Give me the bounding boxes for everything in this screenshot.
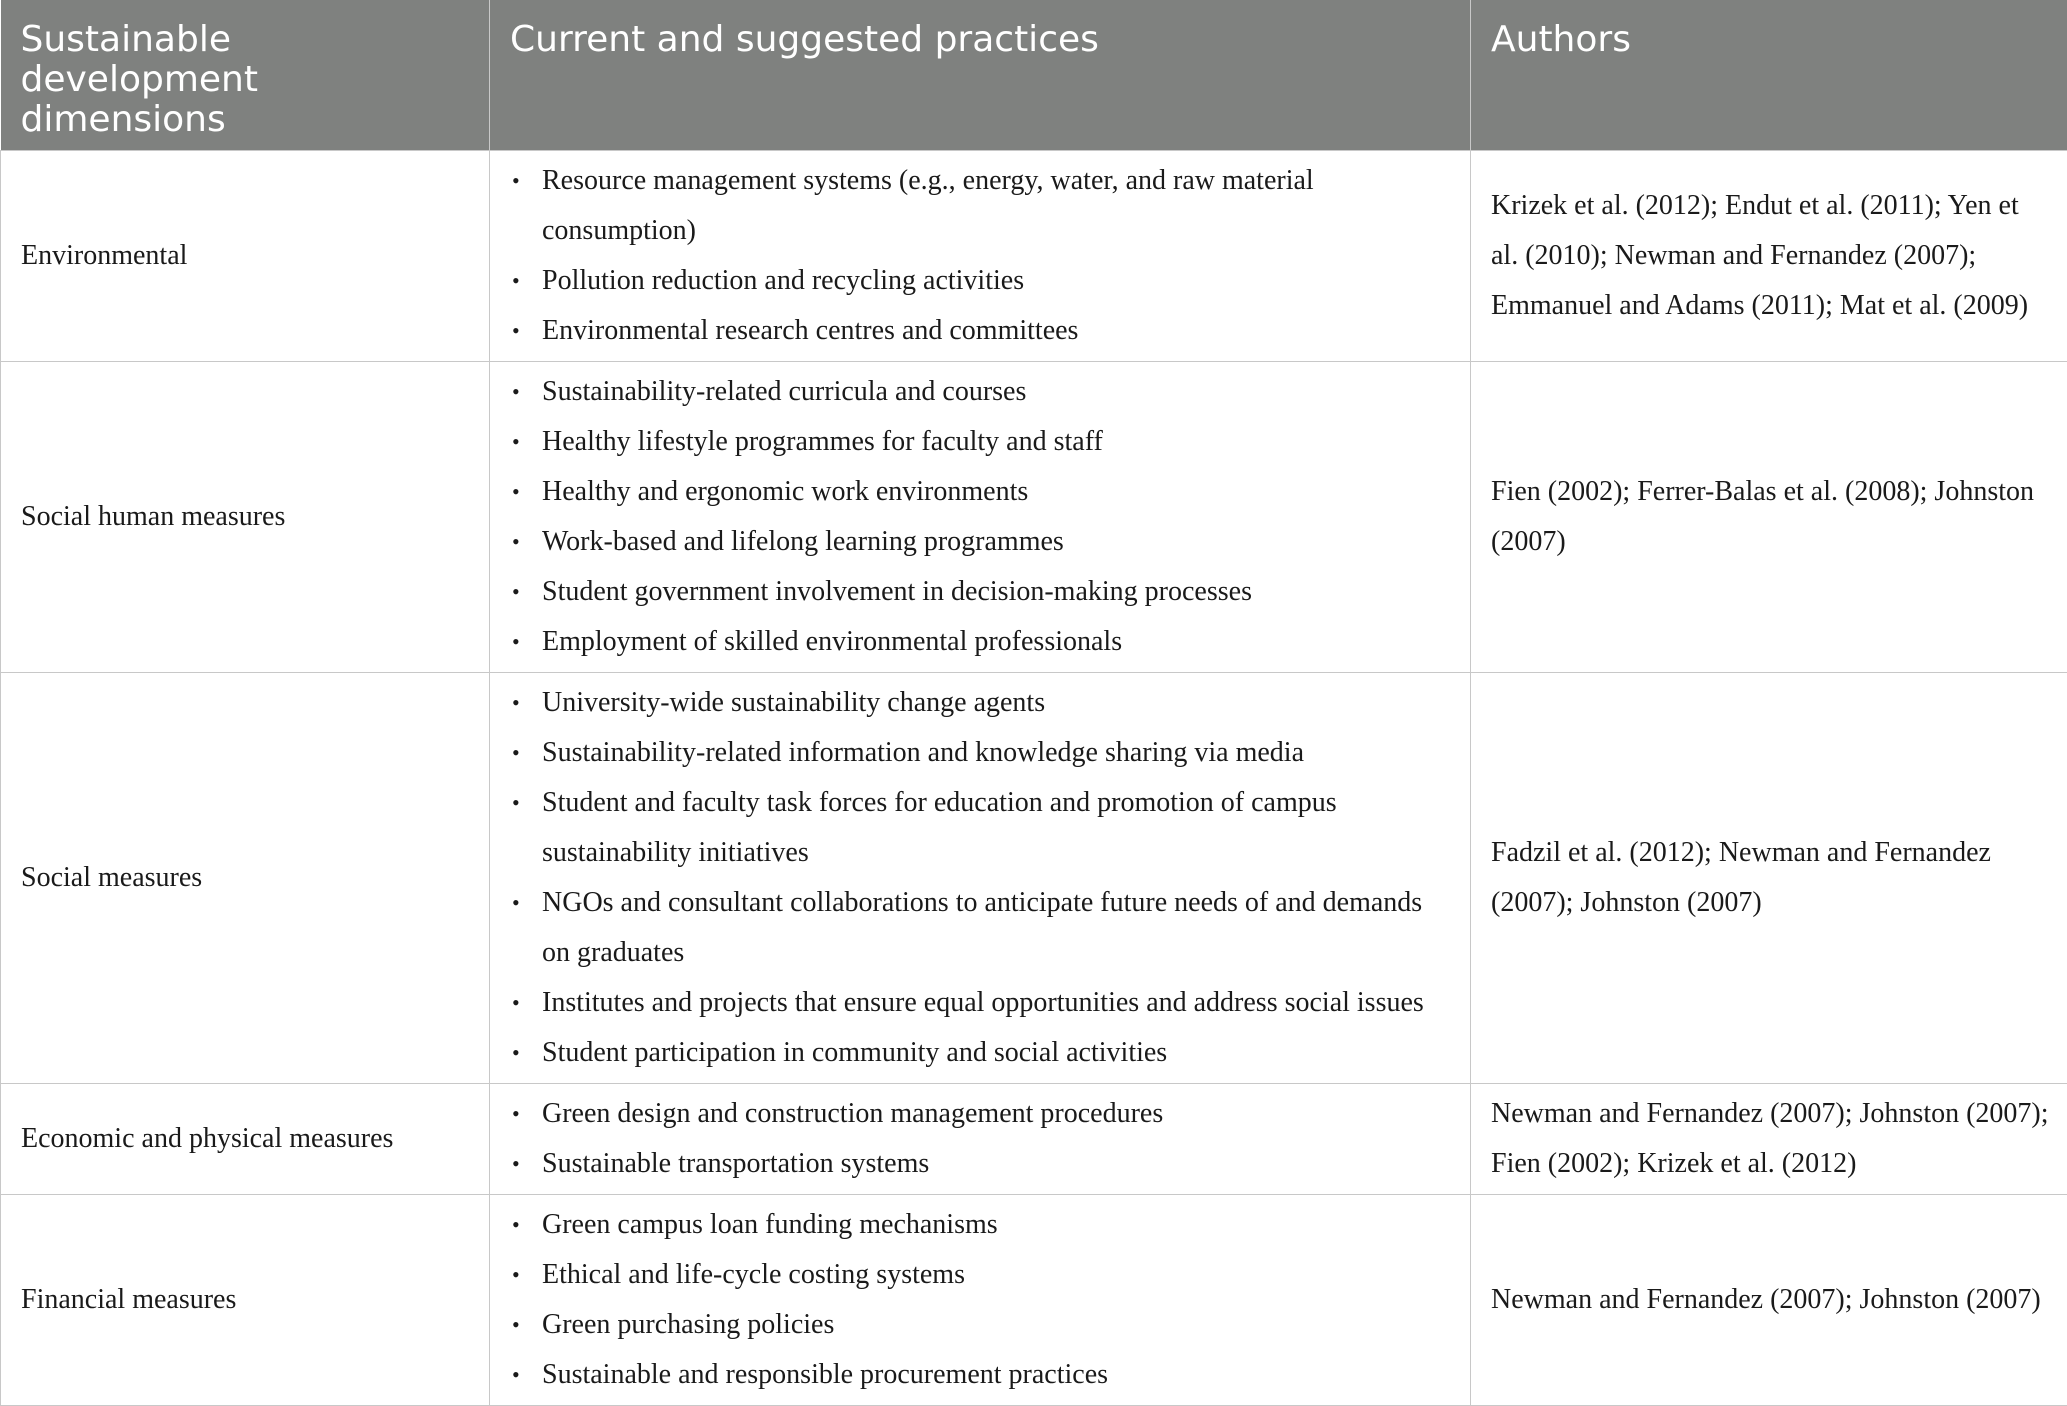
practices-cell [490, 1195, 1471, 1406]
authors-cell: Newman and Fernandez (2007); Johnston (2007); Fien (2002); Krizek et al. (2012) [1471, 1084, 2067, 1195]
header-practices: Current and suggested practices [490, 0, 1471, 151]
practice-item: • Student participation in community and social activities [510, 1028, 1450, 1078]
practices-cell [490, 673, 1471, 1084]
dimension-cell: Financial measures [1, 1195, 490, 1406]
practices-list [510, 367, 1450, 667]
dimension-cell: Economic and physical measures [1, 1084, 490, 1195]
practice-item: • Pollution reduction and recycling activities [510, 256, 1450, 306]
table-row [1, 151, 2067, 362]
practice-item: • Healthy lifestyle programmes for faculty and staff [510, 417, 1450, 467]
practices-list [510, 1089, 1450, 1189]
authors-cell: Krizek et al. (2012); Endut et al. (2011); Yen et al. (2010); Newman and Fernandez (2007); Emmanuel and Adams (2011); Mat et al. (2009) [1471, 151, 2067, 362]
practices-list [510, 156, 1450, 356]
practice-item: • Sustainable transportation systems [510, 1139, 1450, 1189]
practices-cell [490, 1084, 1471, 1195]
authors-cell: Fien (2002); Ferrer-Balas et al. (2008); Johnston (2007) [1471, 362, 2067, 673]
practice-item: • Green design and construction management procedures [510, 1089, 1450, 1139]
table-header-row [1, 0, 2067, 151]
practice-item: • Ethical and life-cycle costing systems [510, 1250, 1450, 1300]
practice-item: • Green purchasing policies [510, 1300, 1450, 1350]
dimension-cell: Social measures [1, 673, 490, 1084]
practice-item: • Work-based and lifelong learning programmes [510, 517, 1450, 567]
authors-cell: Newman and Fernandez (2007); Johnston (2007) [1471, 1195, 2067, 1406]
dimension-cell: Social human measures [1, 362, 490, 673]
practices-list [510, 1200, 1450, 1400]
practice-item: • Student and faculty task forces for education and promotion of campus sustainability initiatives [510, 778, 1450, 878]
practice-item: • Student government involvement in decision-making processes [510, 567, 1450, 617]
table-row [1, 673, 2067, 1084]
table-row [1, 1084, 2067, 1195]
practice-item: • Green campus loan funding mechanisms [510, 1200, 1450, 1250]
practice-item: • NGOs and consultant collaborations to anticipate future needs of and demands on graduates [510, 878, 1450, 978]
practice-item: • Employment of skilled environmental professionals [510, 617, 1450, 667]
practices-list [510, 678, 1450, 1078]
practice-item: • University-wide sustainability change agents [510, 678, 1450, 728]
practice-item: • Sustainability-related information and knowledge sharing via media [510, 728, 1450, 778]
authors-cell: Fadzil et al. (2012); Newman and Fernandez (2007); Johnston (2007) [1471, 673, 2067, 1084]
header-authors: Authors [1471, 0, 2067, 151]
practice-item: • Environmental research centres and committees [510, 306, 1450, 356]
practice-item: • Healthy and ergonomic work environments [510, 467, 1450, 517]
header-dimensions: Sustainable development dimensions [1, 0, 490, 151]
dimension-cell: Environmental [1, 151, 490, 362]
table-row [1, 1195, 2067, 1406]
practice-item: • Resource management systems (e.g., energy, water, and raw material consumption) [510, 156, 1450, 256]
practices-cell [490, 362, 1471, 673]
practice-item: • Institutes and projects that ensure equal opportunities and address social issues [510, 978, 1450, 1028]
practices-cell [490, 151, 1471, 362]
practice-item: • Sustainable and responsible procurement practices [510, 1350, 1450, 1400]
practice-item: • Sustainability-related curricula and courses [510, 367, 1450, 417]
table-row [1, 362, 2067, 673]
